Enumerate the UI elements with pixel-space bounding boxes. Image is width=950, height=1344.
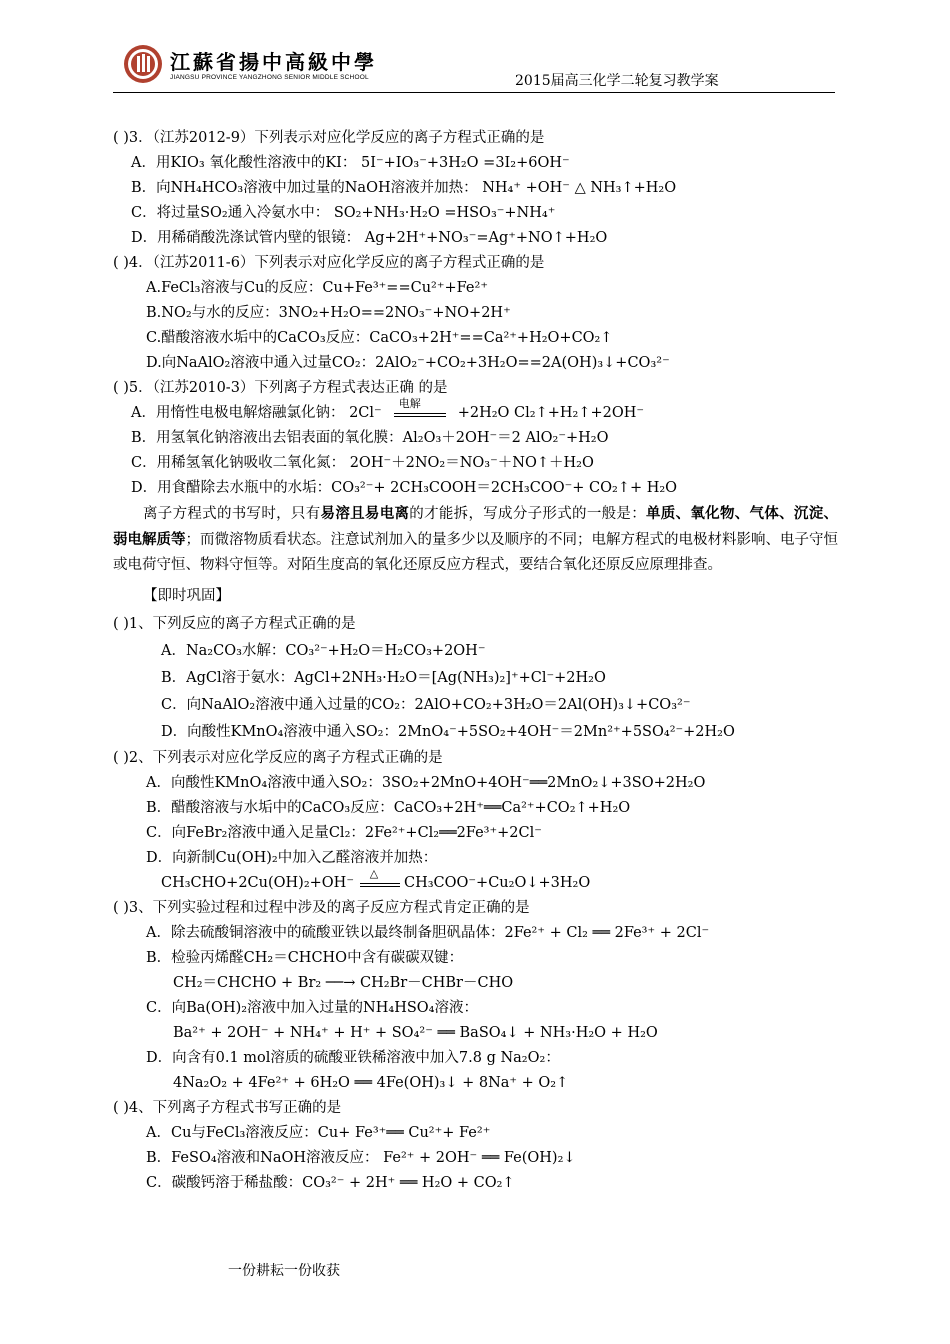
practice-1-option-c: C．向NaAlO₂溶液中通入过量的CO₂：2AlO+CO₂+3H₂O＝2Al(OH)₃↓+CO₃²⁻: [161, 697, 691, 713]
question-5-stem: ( )5．（江苏2010-3）下列离子方程式表达正确 的是: [113, 380, 448, 396]
practice-2-option-c: C．向FeBr₂溶液中通入足量Cl₂：2Fe²⁺+Cl₂══2Fe³⁺+2Cl⁻: [146, 825, 542, 841]
q5a-right: +2H₂O Cl₂↑+H₂↑+2OH⁻: [457, 405, 645, 421]
p2d-right: CH₃COO⁻+Cu₂O↓+3H₂O: [403, 875, 591, 891]
page-header: [0, 0, 950, 118]
practice-3-option-b: B．检验丙烯醛CH₂＝CHCHO中含有碳碳双键：: [146, 950, 464, 966]
summary-text-3: ；而微溶物质看状态。注意试剂加入的量多少以及顺序的不同；电解方程式的电极材料影响、电子守恒或电荷守恒、物料守恒等。对陌生度高的氧化还原反应方程式，要结合氧化还原反应原理排查。: [113, 532, 838, 573]
practice-3-option-c: C．向Ba(OH)₂溶液中加入过量的NH₄HSO₄溶液：: [146, 1000, 478, 1016]
practice-1-stem: ( )1、下列反应的离子方程式正确的是: [113, 616, 356, 632]
practice-4-stem: ( )4、下列离子方程式书写正确的是: [113, 1100, 342, 1116]
practice-2-d-equation: [113, 867, 838, 896]
question-5-option-c: C．用稀氢氧化钠吸收二氧化氮： 2OH⁻＋2NO₂＝NO₃⁻＋NO↑＋H₂O: [131, 455, 594, 471]
school-logo-icon: [123, 44, 163, 84]
question-3-stem: ( )3．（江苏2012-9）下列表示对应化学反应的离子方程式正确的是: [113, 130, 545, 146]
school-name-cn: 江蘇省揚中高級中學: [170, 50, 377, 74]
page-footer: 一份耕耘一份收获: [228, 1263, 340, 1279]
q5a-left: A．用惰性电极电解熔融氯化钠： 2Cl⁻: [131, 405, 382, 421]
practice-4-option-a: A．Cu与FeCl₃溶液反应：Cu+ Fe³⁺══ Cu²⁺+ Fe²⁺: [146, 1125, 491, 1141]
question-5-option-d: D．用食醋除去水瓶中的水垢：CO₃²⁻+ 2CH₃COOH＝2CH₃COO⁻+ CO₂↑+ H₂O: [131, 480, 678, 496]
document-title: 2015届高三化学二轮复习教学案: [515, 73, 719, 89]
practice-4-option-b: B．FeSO₄溶液和NaOH溶液反应： Fe²⁺ + 2OH⁻ ══ Fe(OH)₂↓: [146, 1150, 576, 1166]
question-4-option-b: B.NO₂与水的反应：3NO₂+H₂O==2NO₃⁻+NO+2H⁺: [146, 305, 511, 321]
practice-1-option-d: D．向酸性KMnO₄溶液中通入SO₂：2MnO₄⁻+5SO₂+4OH⁻＝2Mn²⁺+5SO₄²⁻+2H₂O: [161, 724, 735, 740]
summary-paragraph: [113, 501, 838, 578]
p2d-left: CH₃CHO+2Cu(OH)₂+OH⁻: [161, 875, 354, 891]
question-3-option-d: D．用稀硝酸洗涤试管内壁的银镜： Ag+2H⁺+NO₃⁻=Ag⁺+NO↑+H₂O: [131, 230, 608, 246]
question-3-option-c: C．将过量SO₂通入冷氨水中： SO₂+NH₃·H₂O =HSO₃⁻+NH₄⁺: [131, 205, 556, 221]
practice-4-option-c: C．碳酸钙溶于稀盐酸：CO₃²⁻ + 2H⁺ ══ H₂O + CO₂↑: [146, 1175, 515, 1191]
question-5-option-b: B．用氢氧化钠溶液出去铝表面的氧化膜：Al₂O₃＋2OH⁻＝2 AlO₂⁻+H₂O: [131, 430, 609, 446]
question-3-option-b: B．向NH₄HCO₃溶液中加过量的NaOH溶液并加热： NH₄⁺ +OH⁻ △ NH₃↑+H₂O: [131, 180, 677, 196]
summary-bold-2: 单质、氧化物、气体、沉淀、弱电解质等: [113, 505, 839, 548]
practice-2-option-d: D．向新制Cu(OH)₂中加入乙醛溶液并加热：: [146, 850, 438, 866]
practice-2-option-b: B．醋酸溶液与水垢中的CaCO₃反应：CaCO₃+2H⁺══Ca²⁺+CO₂↑+H₂O: [146, 800, 631, 816]
question-4-option-c: C.醋酸溶液水垢中的CaCO₃反应：CaCO₃+2H⁺==Ca²⁺+H₂O+CO₂↑: [146, 330, 613, 346]
page-content: [113, 126, 838, 1196]
summary-text-1: 离子方程式的书写时，只有: [143, 506, 321, 522]
practice-1-option-a: A．Na₂CO₃水解：CO₃²⁻+H₂O＝H₂CO₃+2OH⁻: [161, 643, 486, 659]
question-4-stem: ( )4．（江苏2011-6）下列表示对应化学反应的离子方程式正确的是: [113, 255, 545, 271]
electrolysis-label: 电解: [398, 397, 421, 410]
practice-3-stem: ( )3、下列实验过程和过程中涉及的离子反应方程式肯定正确的是: [113, 900, 530, 916]
practice-2-stem: ( )2、下列表示对应化学反应的离子方程式正确的是: [113, 750, 443, 766]
practice-1-option-b: B．AgCl溶于氨水：AgCl+2NH₃·H₂O＝[Ag(NH₃)₂]⁺+Cl⁻+2H₂O: [161, 670, 606, 686]
header-rule: [113, 92, 835, 93]
school-name-en: JIANGSU PROVINCE YANGZHONG SENIOR MIDDLE SCHOOL: [170, 74, 369, 81]
practice-3-option-b-equation: CH₂＝CHCHO + Br₂ ──→ CH₂Br－CHBr－CHO: [173, 975, 514, 991]
heat-label: △: [369, 867, 379, 880]
practice-3-option-d-equation: 4Na₂O₂ + 4Fe²⁺ + 6H₂O ══ 4Fe(OH)₃↓ + 8Na⁺ + O₂↑: [173, 1075, 569, 1091]
question-3-option-a: A．用KIO₃ 氧化酸性溶液中的KI： 5I⁻+IO₃⁻+3H₂O =3I₂+6OH⁻: [131, 155, 570, 171]
summary-text-2: 的才能拆，写成分子形式的一般是：: [409, 506, 646, 522]
question-4-option-d: D.向NaAlO₂溶液中通入过量CO₂：2AlO₂⁻+CO₂+3H₂O==2A(OH)₃↓+CO₃²⁻: [146, 355, 670, 371]
practice-3-option-d: D．向含有0.1 mol溶质的硫酸亚铁稀溶液中加入7.8 g Na₂O₂：: [146, 1050, 560, 1066]
question-4-option-a: A.FeCl₃溶液与Cu的反应：Cu+Fe³⁺==Cu²⁺+Fe²⁺: [146, 280, 488, 296]
section-title: 【即时巩固】: [143, 588, 230, 604]
practice-3-option-c-equation: Ba²⁺ + 2OH⁻ + NH₄⁺ + H⁺ + SO₄²⁻ ══ BaSO₄↓ + NH₃·H₂O + H₂O: [173, 1025, 658, 1041]
practice-2-option-a: A．向酸性KMnO₄溶液中通入SO₂：3SO₂+2MnO+4OH⁻══2MnO₂↓+3SO+2H₂O: [146, 775, 706, 791]
practice-3-option-a: A．除去硫酸铜溶液中的硫酸亚铁以最终制备胆矾晶体：2Fe²⁺ + Cl₂ ══ 2Fe³⁺ + 2Cl⁻: [146, 925, 710, 941]
summary-bold-1: 易溶且易电离: [320, 505, 410, 522]
question-5-option-a: [113, 397, 838, 426]
